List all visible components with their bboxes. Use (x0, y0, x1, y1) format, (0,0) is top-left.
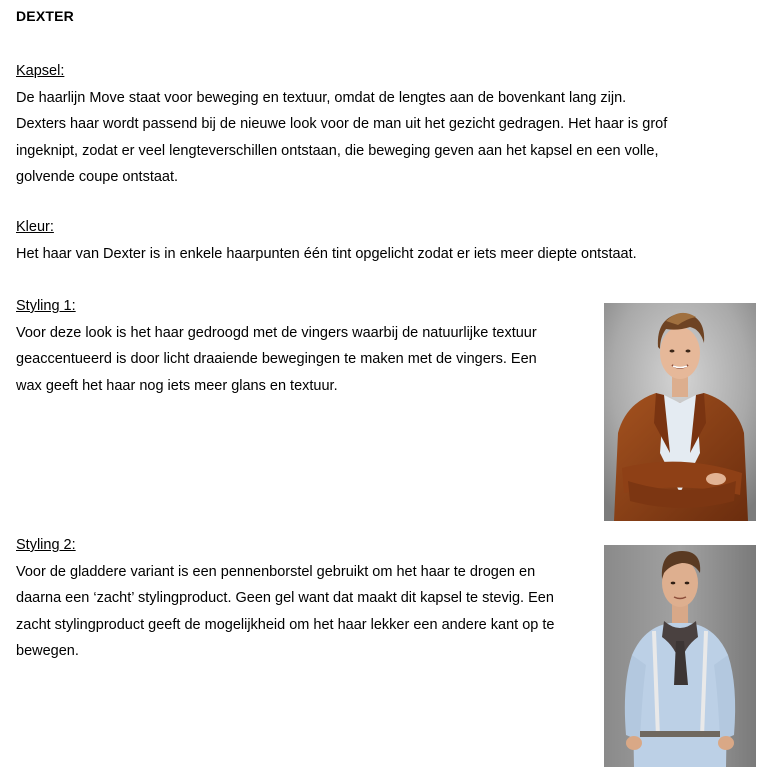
section-styling-1 (16, 293, 586, 399)
paragraph-line: bewegen. (16, 643, 79, 659)
paragraph-line: daarna een ‘zacht’ stylingproduct. Geen gel want dat maakt dit kapsel te stevig. Een (16, 590, 554, 606)
paragraph-line: ingeknipt, zodat er veel lengteverschillen ontstaan, die beweging geven aan het kapsel en een volle, (16, 142, 659, 159)
document-title: DEXTER (16, 8, 74, 24)
paragraph-line: Dexters haar wordt passend bij de nieuwe look voor de man uit het gezicht gedragen. Het haar is grof (16, 116, 668, 132)
section-heading-kapsel: Kapsel: (16, 63, 65, 79)
paragraph-line: Voor de gladdere variant is een pennenborstel gebruikt om het haar te drogen en (16, 563, 536, 580)
section-heading-kleur: Kleur: (16, 219, 54, 235)
section-kapsel (16, 58, 716, 191)
paragraph-line: zacht stylingproduct geeft de mogelijkheid om het haar lekker een andere kant op te (16, 616, 555, 633)
paragraph-line: Voor deze look is het haar gedroogd met de vingers waarbij de natuurlijke textuur (16, 324, 537, 341)
section-heading-styling-1: Styling 1: (16, 298, 76, 314)
section-styling-2 (16, 532, 591, 665)
section-heading-styling-2: Styling 2: (16, 537, 76, 553)
model-photo-styling-2 (604, 545, 756, 767)
section-kleur (16, 214, 716, 267)
paragraph-line: De haarlijn Move staat voor beweging en textuur, omdat de lengtes aan de bovenkant lang zijn. (16, 89, 627, 106)
paragraph-line: wax geeft het haar nog iets meer glans en textuur. (16, 377, 338, 394)
paragraph-line: Het haar van Dexter is in enkele haarpunten één tint opgelicht zodat er iets meer diepte ontstaat. (16, 245, 637, 262)
paragraph-line: golvende coupe ontstaat. (16, 169, 179, 185)
paragraph-line: geaccentueerd is door licht draaiende bewegingen te maken met de vingers. Een (16, 351, 537, 367)
model-photo-styling-1 (604, 303, 756, 521)
